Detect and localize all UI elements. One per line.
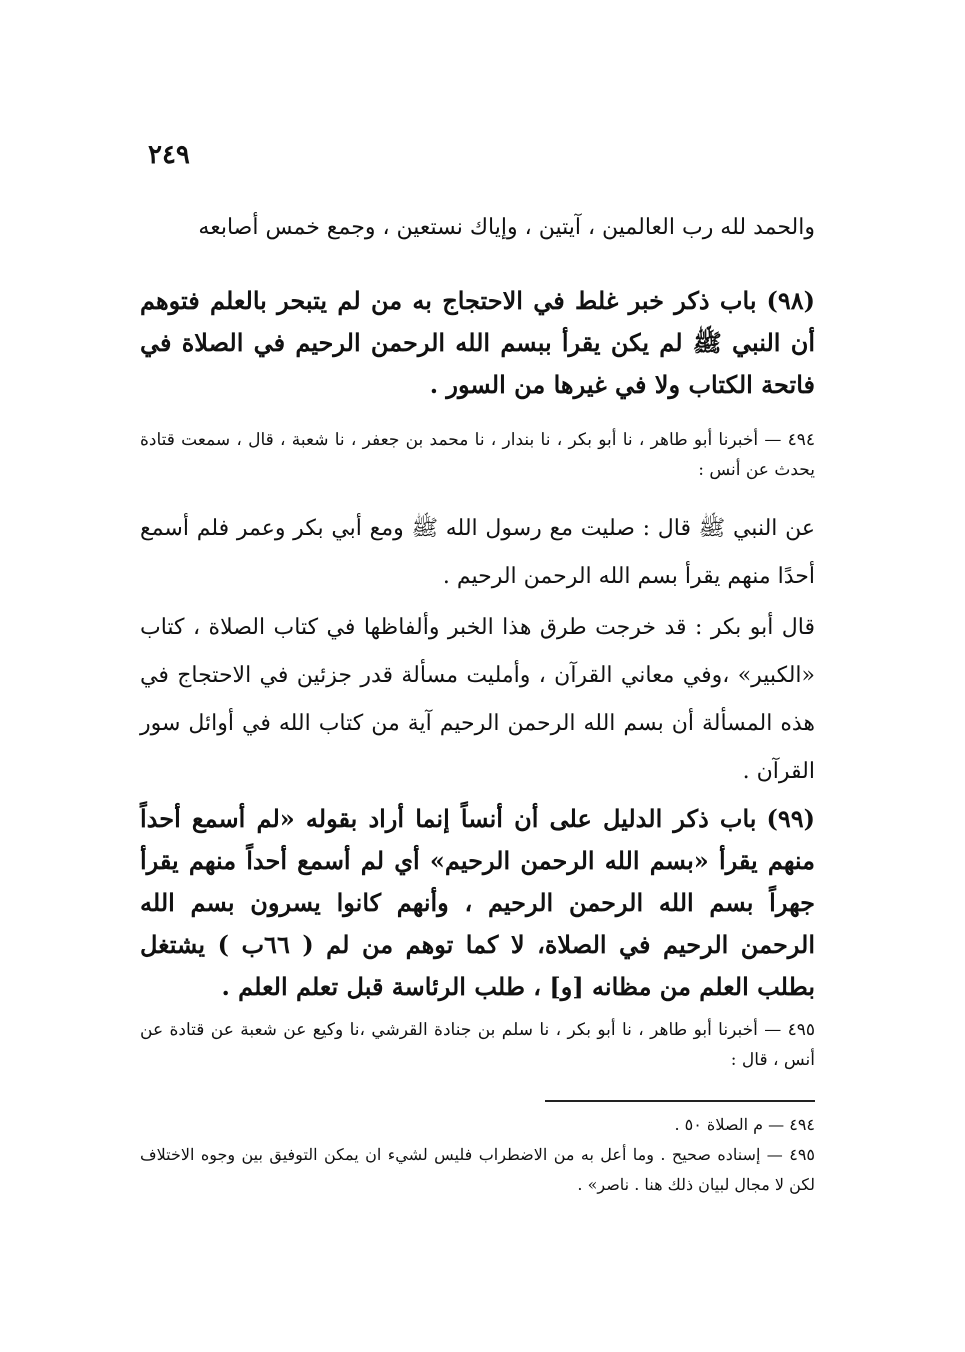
footnotes — [140, 1110, 815, 1200]
chapter-title: باب ذكر خبر غلط في الاحتجاج به من لم يتبحر بالعلم فتوهم أن النبي ﷺ لم يكن يقرأ ببسم الله الرحمن الرحيم في الصلاة في فاتحة الكتاب ولا في غيرها من السور . — [140, 286, 815, 399]
hadith-isnad-494: ٤٩٤ — أخبرنا أبو طاهر ، نا أبو بكر ، نا بندار ، نا محمد بن جعفر ، نا شعبة ، قال ، سمعت قتادة يحدث عن أنس : — [140, 430, 815, 480]
hadith-isnad-495: ٤٩٥ — أخبرنا أبو طاهر ، نا أبو بكر ، نا سلم بن جنادة القرشي ،نا وكيع عن شعبة عن قتادة عن أنس ، قال : — [140, 1020, 815, 1070]
chapter-title: باب ذكر الدليل على أن أنساً إنما أراد بقوله «لم أسمع أحداً منهم يقرأ «بسم الله الرحمن الرحيم» أي لم أسمع أحداً منهم يقرأ جهراً بسم الله الرحمن الرحيم ، وأنهم كانوا يسرون بسم الله الرحمن الرحيم في الصلاة، لا كما توهم من لم ( ٦٦ب ) يشتغل بطلب العلم من مظانه [و] ، طلب الرئاسة قبل تعلم العلم . — [140, 804, 816, 1001]
chapter-heading-98 — [140, 280, 815, 406]
abu-bakr-comment: قال أبو بكر : قد خرجت طرق هذا الخبر وألفاظها في كتاب الصلاة ، كتاب «الكبير» ،وفي معاني القرآن ، وأمليت مسألة قدر جزئين في الاحتجاج في هذه المسألة أن بسم الله الرحمن الرحيم آية من كتاب الله في أوائل سور القرآن . — [140, 615, 815, 784]
footnote: ٤٩٥ — إسناده صحيح . وما أعل به من الاضطراب فليس لشيء ان يمكن التوفيق بين وجوه الاختلاف لكن لا مجال لبيان ذلك هنا . ناصر» . — [140, 1145, 815, 1194]
hadith-matn-494: عن النبي ﷺ قال : صليت مع رسول الله ﷺ ومع أبي بكر وعمر فلم أسمع أحدًا منهم يقرأ بسم الله الرحمن الرحيم . — [140, 516, 815, 589]
page-number: ٢٤٩ — [148, 140, 190, 170]
chapter-number: (٩٩) — [766, 804, 815, 833]
chapter-heading-99 — [140, 798, 815, 1008]
footnote: ٤٩٤ — م الصلاة ٥٠ . — [674, 1115, 815, 1134]
chapter-number: (٩٨) — [766, 286, 815, 315]
opening-line: والحمد لله رب العالمين ، آيتين ، وإياك نستعين ، وجمع خمس أصابعه — [198, 215, 815, 240]
footnote-separator — [545, 1100, 815, 1102]
